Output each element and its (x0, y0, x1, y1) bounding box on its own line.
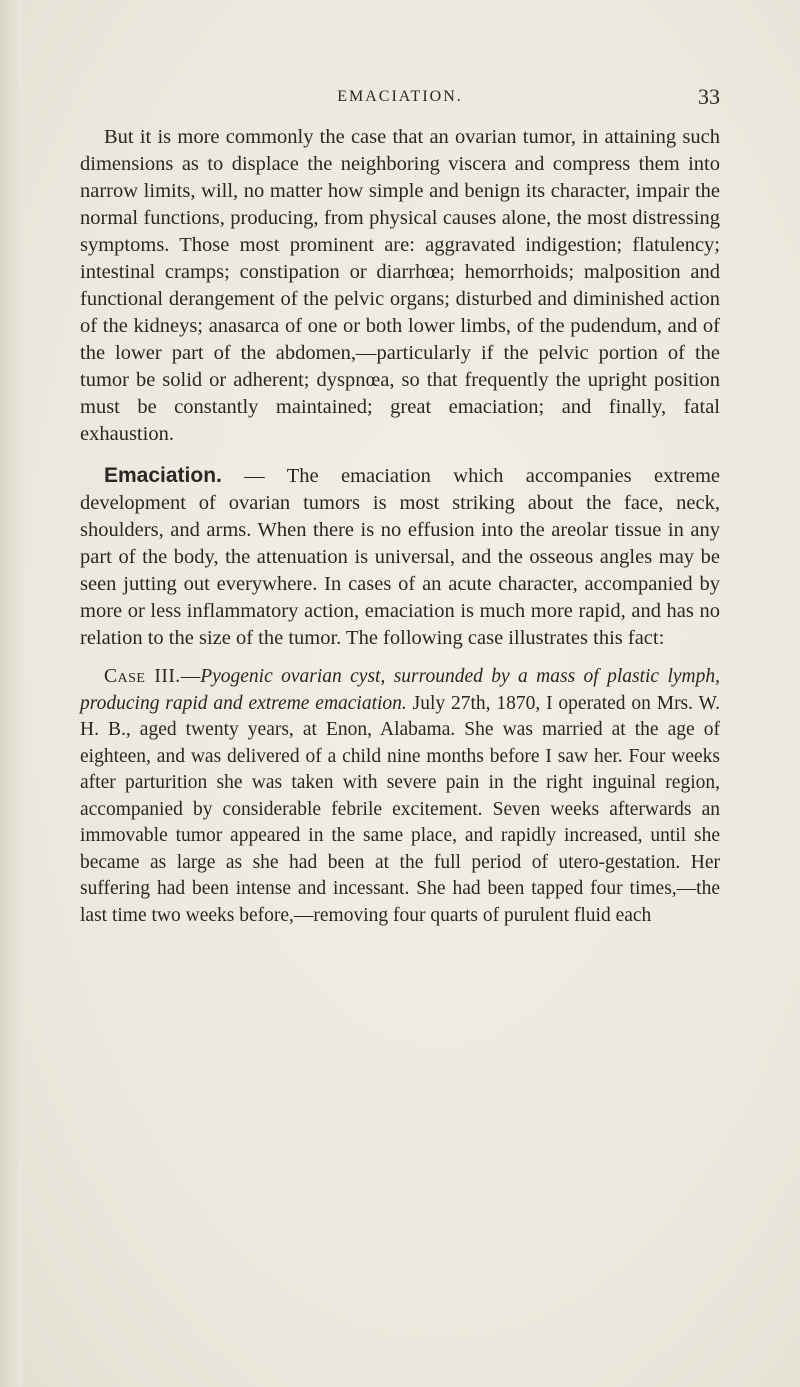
case-dash: — (180, 666, 201, 687)
body-text (80, 124, 720, 929)
paragraph-case-three (80, 664, 720, 929)
paragraph-emaciation (80, 462, 720, 652)
case-label: Case III. (104, 666, 181, 687)
page-number: 33 (698, 84, 720, 109)
paragraph-symptoms: But it is more commonly the case that an ovarian tumor, in attaining such dimensions as to displace the neighboring viscera and compress them into narrow limits, will, no matter how simple and benign its character, impair the normal functions, producing, from physical causes alone, the most distressing symptoms. Those most prominent are: aggravated indigestion; flatulency; intestinal cramps; constipation or diarrhœa; hemorrhoids; malposition and functional derangement of the pelvic organs; disturbed and diminished action of the kidneys; anasarca of one or both lower limbs, of the pudendum, and of the lower part of the abdomen,—particularly if the pelvic portion of the tumor be solid or adherent; dyspnœa, so that frequently the upright position must be constantly maintained; great emaciation; and finally, fatal exhaustion. (80, 126, 720, 445)
section-heading-emaciation: Emaciation. (104, 464, 222, 487)
page-header (80, 84, 720, 114)
binding-gutter (0, 0, 22, 1387)
case-title: Pyogenic ovarian cyst, surrounded by a mass of plastic lymph, producing rapid and extreme emaciation. (80, 666, 720, 714)
case-text: July 27th, 1870, I operated on Mrs. W. H. B., aged twenty years, at Enon, Alabama. She was married at the age of eighteen, and was delivered of a child nine months before I saw her. Four weeks after parturition she was taken with severe pain in the right inguinal region, accompanied by considerable febrile excitement. Seven weeks afterwards an immovable tumor appeared in the same place, and rapidly increased, until she became as large as she had been at the full period of utero-gestation. Her suffering had been intense and incessant. She had been tapped four times,—the last time two weeks before,—removing four quarts of purulent fluid each (80, 692, 720, 926)
running-head: EMACIATION. (337, 88, 463, 105)
paragraph-emaciation-text: — The emaciation which accompanies extreme development of ovarian tumors is most striking about the face, neck, shoulders, and arms. When there is no effusion into the areolar tissue in any part of the body, the attenuation is universal, and the osseous angles may be seen jutting out everywhere. In cases of an acute character, accompanied by more or less inflammatory action, emaciation is much more rapid, and has no relation to the size of the tumor. The following case illustrates this fact: (80, 465, 720, 649)
